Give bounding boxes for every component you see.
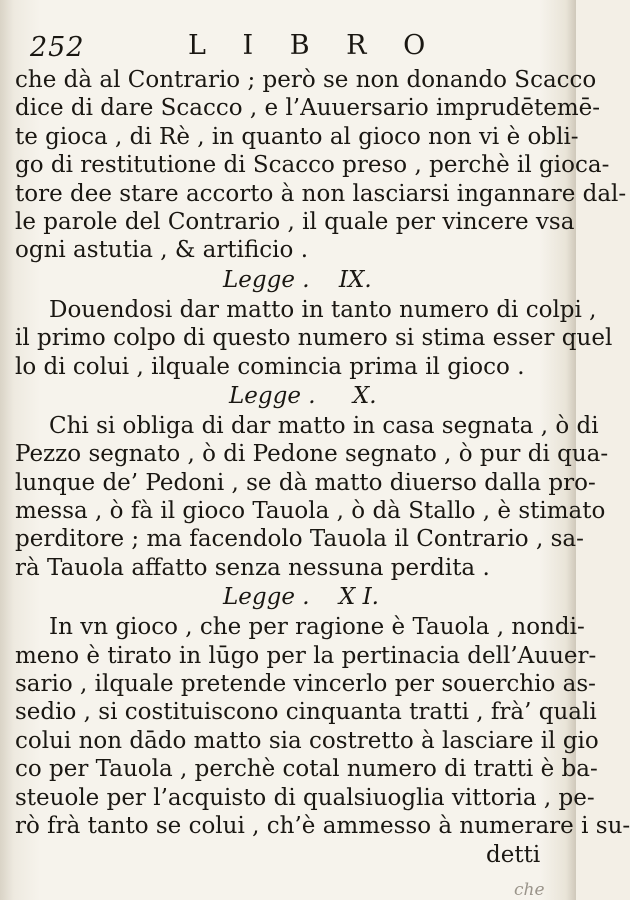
text-line: co per Tauola , perchè cotal numero di tratti è ba-: [15, 756, 598, 783]
text-line: le parole del Contrario , il quale per vincere vsa: [15, 208, 575, 235]
catchword: detti: [486, 842, 541, 868]
law-heading-10: [15, 381, 555, 412]
law-word: Legge .: [223, 584, 310, 611]
text-line: Douendosi dar matto in tanto numero di colpi ,: [49, 296, 597, 323]
law-heading-9: [15, 265, 555, 296]
law-word: Legge .: [229, 382, 316, 409]
text-line: messa , ò fà il gioco Tauola , ò dà Stallo , è stimato: [15, 498, 606, 525]
law-number: X I.: [338, 584, 379, 611]
text-body: [15, 66, 630, 840]
text-line: dice di dare Scacco , e l’Auuersario imprudētemē-: [15, 95, 601, 122]
text-line: sario , ilquale pretende vincerlo per souerchio as-: [15, 671, 596, 698]
text-line: ogni astutia , & artificio .: [15, 237, 309, 264]
text-line: rà Tauola affatto senza nessuna perdita .: [15, 554, 490, 581]
text-line: steuole per l’acquisto di qualsiuoglia vittoria , pe-: [15, 784, 595, 811]
text-line: meno è tirato in lūgo per la pertinacia dell’Auuer-: [15, 642, 597, 669]
text-line: lo di colui , ilquale comincia prima il gioco .: [15, 353, 525, 380]
text-line: go di restitutione di Scacco preso , perchè il gioca-: [15, 152, 610, 179]
text-line: sedio , si costituiscono cinquanta tratti , frà’ quali: [15, 699, 597, 726]
running-title: L I B R O: [188, 30, 440, 61]
text-line: lunque de’ Pedoni , se dà matto diuerso dalla pro-: [15, 469, 596, 496]
text-line: il primo colpo di questo numero si stima esser quel: [15, 325, 613, 352]
text-line: perditore ; ma facendolo Tauola il Contrario , sa-: [15, 526, 584, 553]
text-line: colui non dādo matto sia costretto à lasciare il gio: [15, 727, 599, 754]
text-line: che dà al Contrario ; però se non donando Scacco: [15, 67, 597, 93]
law-number: X.: [352, 382, 377, 409]
text-line: te gioca , di Rè , in quanto al gioco non vi è obli-: [15, 123, 579, 150]
law-heading-11: [15, 582, 555, 613]
text-line: tore dee stare accorto à non lasciarsi ingannare dal-: [15, 180, 627, 207]
text-line: rò frà tanto se colui , ch’è ammesso à numerare i su-: [15, 812, 630, 839]
law-number: IX.: [338, 266, 372, 293]
bleed-through-text: che: [514, 880, 545, 900]
running-head: [30, 30, 456, 70]
text-line: Chi si obliga di dar matto in casa segnata , ò di: [49, 412, 599, 439]
page-number: 252: [30, 32, 85, 63]
text-line: Pezzo segnato , ò di Pedone segnato , ò pur di qua-: [15, 441, 609, 468]
law-word: Legge .: [223, 266, 310, 293]
text-line: In vn gioco , che per ragione è Tauola , nondi-: [49, 614, 585, 641]
